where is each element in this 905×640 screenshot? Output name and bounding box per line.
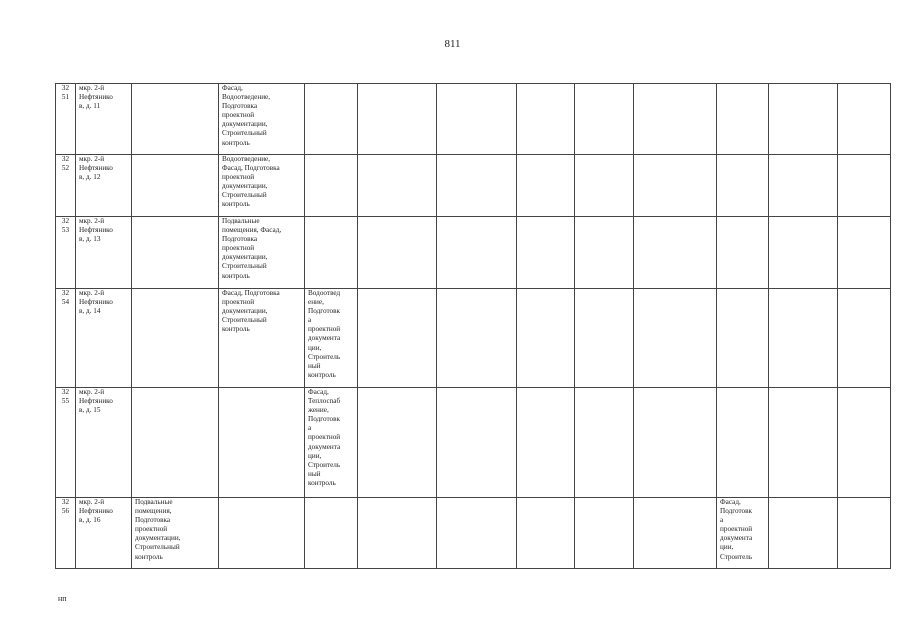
cell bbox=[437, 155, 517, 217]
cell bbox=[437, 84, 517, 155]
row-address: мкр. 2-й Нефтянико в, д. 13 bbox=[76, 217, 132, 289]
table-row bbox=[56, 155, 891, 217]
cell-works: Подвальные помещения, Фасад, Подготовка проектной документации, Строительный контроль bbox=[219, 217, 305, 289]
row-number: 32 51 bbox=[56, 84, 76, 155]
row-number: 32 53 bbox=[56, 217, 76, 289]
cell bbox=[517, 388, 575, 498]
row-number: 32 56 bbox=[56, 498, 76, 569]
cell-col3 bbox=[132, 155, 219, 217]
cell-col3: Подвальные помещения, Подготовка проектной документации, Строительный контроль bbox=[132, 498, 219, 569]
cell bbox=[769, 84, 838, 155]
cell bbox=[769, 388, 838, 498]
cell-col5: Фасад, Теплосnаб жение, Подготовк а проектной документа ции, Строитель ный контроль bbox=[305, 388, 358, 498]
row-number: 32 54 bbox=[56, 289, 76, 388]
cell-col3 bbox=[132, 388, 219, 498]
cell-col5 bbox=[305, 155, 358, 217]
cell bbox=[437, 388, 517, 498]
cell bbox=[769, 217, 838, 289]
table-row bbox=[56, 498, 891, 569]
cell bbox=[769, 155, 838, 217]
cell bbox=[517, 84, 575, 155]
cell bbox=[575, 217, 634, 289]
cell bbox=[575, 84, 634, 155]
cell bbox=[517, 155, 575, 217]
cell bbox=[575, 289, 634, 388]
repair-schedule-table bbox=[55, 83, 891, 569]
cell bbox=[769, 498, 838, 569]
cell-works: Фасад, Подготовка проектной документации, Строительный контроль bbox=[219, 289, 305, 388]
cell-works: Водоотведение, Фасад, Подготовка проектной документации, Строительный контроль bbox=[219, 155, 305, 217]
cell-col5 bbox=[305, 498, 358, 569]
cell bbox=[838, 84, 891, 155]
table-row bbox=[56, 289, 891, 388]
cell bbox=[717, 84, 769, 155]
table-row bbox=[56, 84, 891, 155]
cell bbox=[717, 155, 769, 217]
cell bbox=[634, 498, 717, 569]
row-number: 32 52 bbox=[56, 155, 76, 217]
cell bbox=[634, 289, 717, 388]
cell bbox=[717, 388, 769, 498]
cell bbox=[575, 388, 634, 498]
cell bbox=[634, 84, 717, 155]
cell bbox=[517, 289, 575, 388]
cell-col3 bbox=[132, 84, 219, 155]
cell-col5 bbox=[305, 84, 358, 155]
cell bbox=[358, 498, 437, 569]
row-address: мкр. 2-й Нефтянико в, д. 16 bbox=[76, 498, 132, 569]
cell bbox=[717, 289, 769, 388]
row-number: 32 55 bbox=[56, 388, 76, 498]
cell bbox=[437, 289, 517, 388]
cell bbox=[634, 155, 717, 217]
cell bbox=[358, 84, 437, 155]
cell-col11: Фасад, Подготовк а проектной документа ции, Строитель bbox=[717, 498, 769, 569]
cell bbox=[838, 217, 891, 289]
cell bbox=[517, 498, 575, 569]
cell bbox=[358, 289, 437, 388]
row-address: мкр. 2-й Нефтянико в, д. 11 bbox=[76, 84, 132, 155]
cell bbox=[358, 388, 437, 498]
table-row bbox=[56, 217, 891, 289]
cell bbox=[437, 217, 517, 289]
cell bbox=[634, 217, 717, 289]
cell bbox=[575, 155, 634, 217]
row-address: мкр. 2-й Нефтянико в, д. 14 bbox=[76, 289, 132, 388]
cell bbox=[358, 155, 437, 217]
cell-col3 bbox=[132, 289, 219, 388]
cell bbox=[838, 289, 891, 388]
table-row bbox=[56, 388, 891, 498]
cell bbox=[517, 217, 575, 289]
cell-col5 bbox=[305, 217, 358, 289]
cell-works bbox=[219, 498, 305, 569]
cell-works: Фасад, Водоотведение, Подготовка проектной документации, Строительный контроль bbox=[219, 84, 305, 155]
row-address: мкр. 2-й Нефтянико в, д. 15 bbox=[76, 388, 132, 498]
cell-col3 bbox=[132, 217, 219, 289]
cell bbox=[838, 388, 891, 498]
cell bbox=[358, 217, 437, 289]
page-number: 811 bbox=[444, 38, 461, 50]
cell bbox=[634, 388, 717, 498]
cell bbox=[437, 498, 517, 569]
footer-mark: нп bbox=[58, 594, 67, 603]
cell bbox=[717, 217, 769, 289]
cell bbox=[838, 498, 891, 569]
cell bbox=[838, 155, 891, 217]
cell bbox=[575, 498, 634, 569]
cell-works bbox=[219, 388, 305, 498]
cell bbox=[769, 289, 838, 388]
cell-col5: Водоотвед ение, Подготовк а проектной документа ции, Строитель ный контроль bbox=[305, 289, 358, 388]
row-address: мкр. 2-й Нефтянико в, д. 12 bbox=[76, 155, 132, 217]
